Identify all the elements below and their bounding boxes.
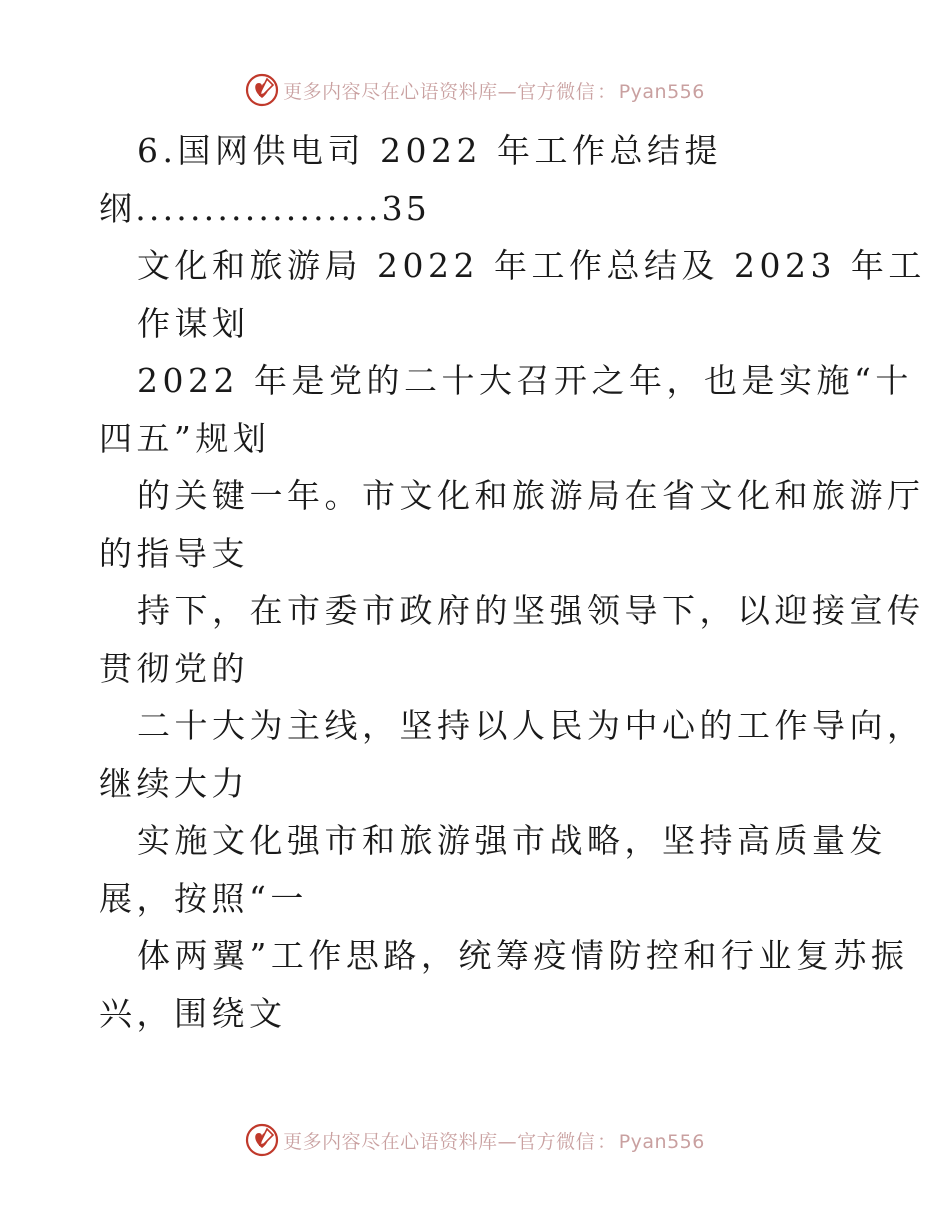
text-line: 实施文化强市和旅游强市战略，坚持高质量发: [137, 821, 887, 860]
text-line: 的关键一年。市文化和旅游局在省文化和旅游厅: [137, 476, 925, 515]
text-line: 文化和旅游局 2022 年工作总结及 2023 年工: [137, 246, 926, 285]
text-line: 作谋划: [137, 303, 250, 343]
header-watermark-banner: [0, 70, 950, 110]
footer-watermark-banner: [0, 1120, 950, 1160]
text-line: 纲..................35: [99, 188, 431, 228]
text-line: 四五”规划: [99, 418, 271, 458]
text-line: 体两翼”工作思路，统筹疫情防控和行业复苏振: [137, 936, 909, 975]
text-line: 6.国网供电司 2022 年工作总结提: [137, 131, 722, 170]
text-line: 的指导支: [99, 533, 249, 573]
text-line: 继续大力: [99, 763, 249, 803]
text-line: 持下，在市委市政府的坚强领导下，以迎接宣传: [137, 591, 925, 630]
text-line: 2022 年是党的二十大召开之年，也是实施“十: [137, 361, 913, 400]
heart-pen-logo-icon: [245, 73, 279, 107]
watermark-text: 更多内容尽在心语资料库—官方微信 ： Pyan556: [283, 80, 705, 103]
text-line: 展，按照“一: [99, 878, 308, 918]
document-body: [99, 122, 926, 1042]
text-line: 兴，围绕文: [99, 993, 287, 1033]
text-line: 二十大为主线，坚持以人民为中心的工作导向，: [137, 706, 925, 745]
text-line: 贯彻党的: [99, 648, 249, 688]
watermark-text: 更多内容尽在心语资料库—官方微信 ： Pyan556: [283, 1130, 705, 1153]
heart-pen-logo-icon: [245, 1123, 279, 1157]
